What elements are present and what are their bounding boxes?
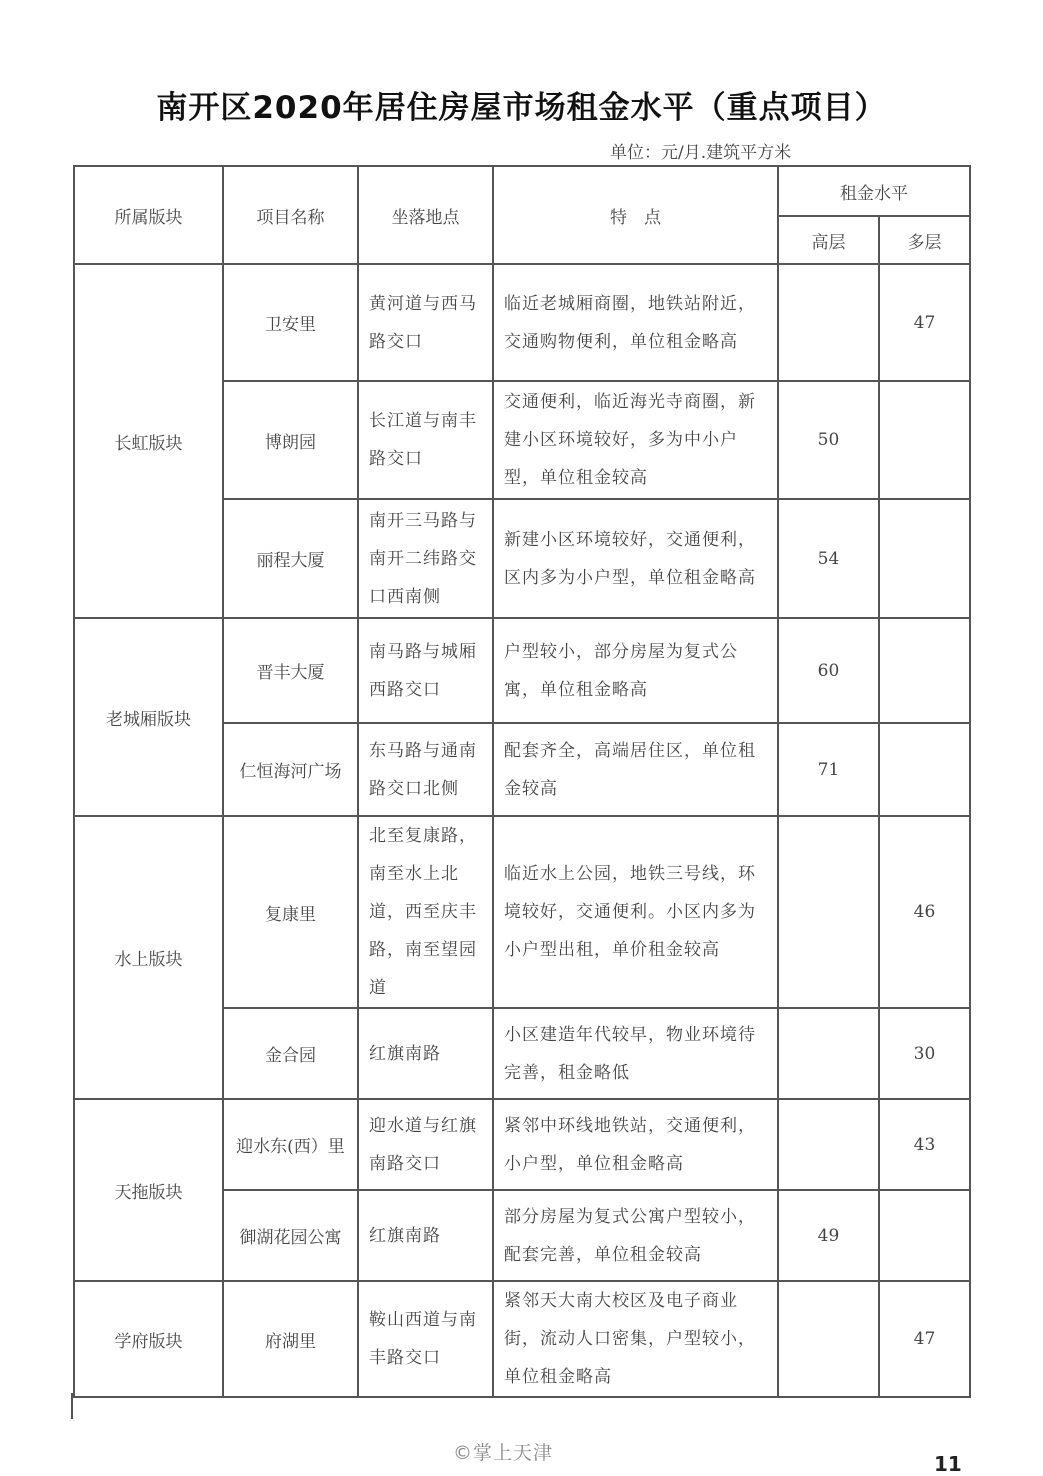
- project-name: 丽程大厦: [223, 499, 358, 618]
- rent-high-rise: [778, 816, 879, 1008]
- header-multi-story: 多层: [879, 216, 970, 264]
- table-row: [74, 1099, 970, 1190]
- header-name: 项目名称: [223, 166, 358, 264]
- block-cell: 水上版块: [74, 816, 223, 1099]
- project-features: 紧邻天大南大校区及电子商业街，流动人口密集，户型较小，单位租金略高: [493, 1281, 778, 1397]
- rent-multi-story: 47: [879, 264, 970, 381]
- rent-high-rise: 54: [778, 499, 879, 618]
- project-name: 晋丰大厦: [223, 618, 358, 723]
- rent-multi-story: 47: [879, 1281, 970, 1397]
- table-row: [74, 618, 970, 723]
- project-name: 卫安里: [223, 264, 358, 381]
- project-location: 东马路与通南路交口北侧: [358, 723, 493, 816]
- project-location: 迎水道与红旗南路交口: [358, 1099, 493, 1190]
- project-name: 府湖里: [223, 1281, 358, 1397]
- project-name: 迎水东(西）里: [223, 1099, 358, 1190]
- rent-multi-story: [879, 1190, 970, 1281]
- project-name: 博朗园: [223, 381, 358, 499]
- rent-multi-story: [879, 723, 970, 816]
- rent-multi-story: [879, 618, 970, 723]
- project-features: 新建小区环境较好，交通便利，区内多为小户型，单位租金略高: [493, 499, 778, 618]
- header-location: 坐落地点: [358, 166, 493, 264]
- table-row: [74, 264, 970, 381]
- rent-high-rise: [778, 1099, 879, 1190]
- rent-table: [73, 165, 971, 1398]
- rent-multi-story: 43: [879, 1099, 970, 1190]
- project-name: 御湖花园公寓: [223, 1190, 358, 1281]
- page-number: 11: [934, 1452, 962, 1476]
- rent-high-rise: 71: [778, 723, 879, 816]
- rent-high-rise: 50: [778, 381, 879, 499]
- rent-high-rise: [778, 1281, 879, 1397]
- rent-multi-story: 30: [879, 1008, 970, 1099]
- project-location: 红旗南路: [358, 1008, 493, 1099]
- project-location: 南开三马路与南开二纬路交口西南侧: [358, 499, 493, 618]
- project-features: 小区建造年代较早，物业环境待完善，租金略低: [493, 1008, 778, 1099]
- project-location: 黄河道与西马路交口: [358, 264, 493, 381]
- project-features: 配套齐全，高端居住区，单位租金较高: [493, 723, 778, 816]
- document-title: 南开区2020年居住房屋市场租金水平（重点项目）: [156, 90, 887, 126]
- project-location: 红旗南路: [358, 1190, 493, 1281]
- project-location: 北至复康路，南至水上北道，西至庆丰路，南至望园道: [358, 816, 493, 1008]
- table-row: [74, 816, 970, 1008]
- table-continuation-line: [71, 1393, 73, 1419]
- rent-high-rise: [778, 1008, 879, 1099]
- project-features: 户型较小，部分房屋为复式公寓，单位租金略高: [493, 618, 778, 723]
- watermark: ©掌上天津: [453, 1442, 554, 1464]
- project-name: 仁恒海河广场: [223, 723, 358, 816]
- project-features: 部分房屋为复式公寓户型较小，配套完善，单位租金较高: [493, 1190, 778, 1281]
- block-cell: 学府版块: [74, 1281, 223, 1397]
- header-rent-level: 租金水平: [778, 166, 970, 216]
- header-high-rise: 高层: [778, 216, 879, 264]
- project-name: 金合园: [223, 1008, 358, 1099]
- project-features: 交通便利，临近海光寺商圈，新建小区环境较好，多为中小户型，单位租金较高: [493, 381, 778, 499]
- project-location: 南马路与城厢西路交口: [358, 618, 493, 723]
- header-features: 特 点: [493, 166, 778, 264]
- project-name: 复康里: [223, 816, 358, 1008]
- project-features: 临近水上公园，地铁三号线，环境较好，交通便利。小区内多为小户型出租，单价租金较高: [493, 816, 778, 1008]
- project-features: 临近老城厢商圈，地铁站附近，交通购物便利，单位租金略高: [493, 264, 778, 381]
- header-block: 所属版块: [74, 166, 223, 264]
- rent-multi-story: [879, 381, 970, 499]
- project-features: 紧邻中环线地铁站，交通便利，小户型，单位租金略高: [493, 1099, 778, 1190]
- unit-note: 单位：元/月.建筑平方米: [610, 143, 792, 163]
- rent-high-rise: 49: [778, 1190, 879, 1281]
- rent-high-rise: 60: [778, 618, 879, 723]
- project-location: 鞍山西道与南丰路交口: [358, 1281, 493, 1397]
- project-location: 长江道与南丰路交口: [358, 381, 493, 499]
- block-cell: 长虹版块: [74, 264, 223, 618]
- block-cell: 天拖版块: [74, 1099, 223, 1281]
- rent-multi-story: [879, 499, 970, 618]
- table-row: [74, 1281, 970, 1397]
- block-cell: 老城厢版块: [74, 618, 223, 816]
- rent-multi-story: 46: [879, 816, 970, 1008]
- rent-high-rise: [778, 264, 879, 381]
